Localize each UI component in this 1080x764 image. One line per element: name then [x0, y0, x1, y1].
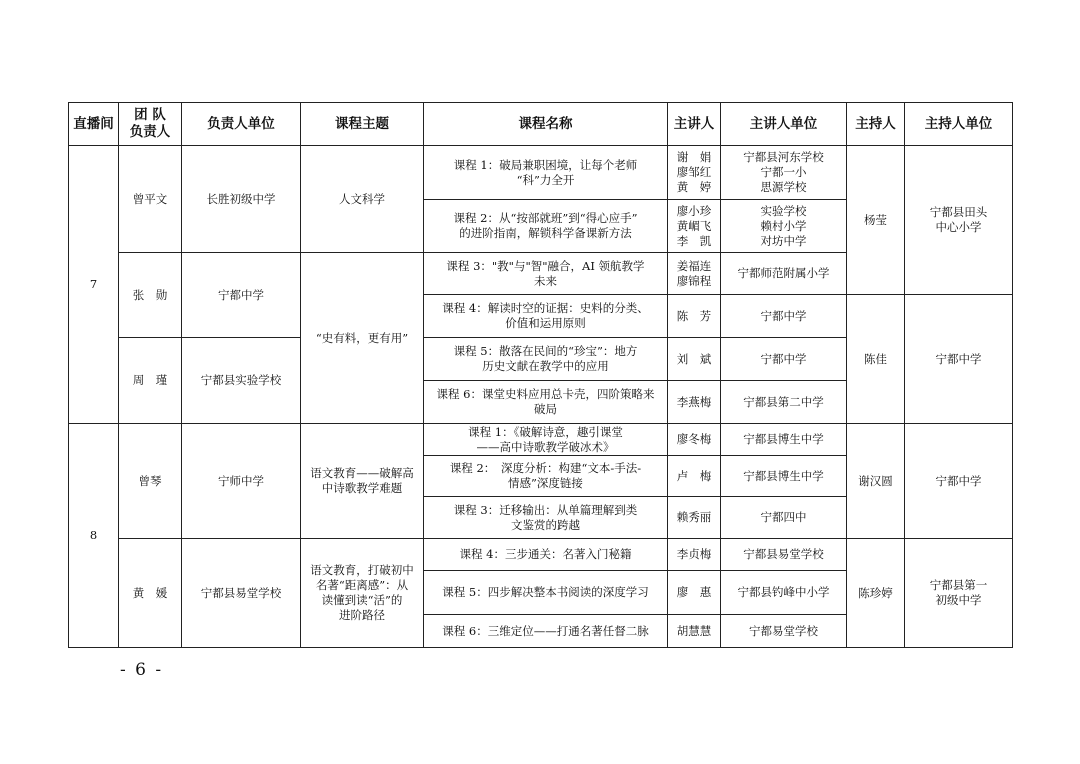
host: 陈佳	[847, 295, 905, 424]
speaker-unit: 宁都易堂学校	[721, 615, 847, 648]
speaker-unit: 宁都师范附属小学	[721, 253, 847, 295]
course-name: 课程 5：四步解决整本书阅读的深度学习	[424, 571, 668, 615]
speaker: 赖秀丽	[668, 497, 721, 539]
header-leader-unit: 负责人单位	[182, 103, 301, 146]
course-theme: “史有料，更有用”	[301, 253, 424, 424]
speaker: 陈 芳	[668, 295, 721, 338]
course-name: 课程 2： 深度分析：构建“文本-手法- 情感”深度链接	[424, 456, 668, 497]
live-room-number: 7	[69, 146, 119, 424]
course-name: 课程 6：课堂史料应用总卡壳，四阶策略来 破局	[424, 381, 668, 424]
host: 谢汉圆	[847, 424, 905, 539]
speaker: 李贞梅	[668, 539, 721, 571]
speaker-unit: 实验学校 赖村小学 对坊中学	[721, 200, 847, 253]
course-name: 课程 3：迁移输出：从单篇理解到类 文鉴赏的跨越	[424, 497, 668, 539]
leader-unit: 宁都县易堂学校	[182, 539, 301, 648]
speaker-unit: 宁都县博生中学	[721, 424, 847, 456]
live-room-number: 8	[69, 424, 119, 648]
header-team-leader: 团 队 负责人	[119, 103, 182, 146]
leader-unit: 宁都中学	[182, 253, 301, 338]
course-theme: 人文科学	[301, 146, 424, 253]
speaker: 廖 惠	[668, 571, 721, 615]
speaker: 姜福连 廖锦程	[668, 253, 721, 295]
host-unit: 宁都县第一 初级中学	[905, 539, 1013, 648]
speaker: 李燕梅	[668, 381, 721, 424]
schedule-table	[68, 102, 1013, 648]
header-host-unit: 主持人单位	[905, 103, 1013, 146]
host-unit: 宁都中学	[905, 424, 1013, 539]
table-row	[69, 146, 1013, 200]
host: 杨莹	[847, 146, 905, 295]
speaker-unit: 宁都县河东学校 宁都一小 思源学校	[721, 146, 847, 200]
header-course-name: 课程名称	[424, 103, 668, 146]
leader-unit: 宁师中学	[182, 424, 301, 539]
course-name: 课程 6：三维定位——打通名著任督二脉	[424, 615, 668, 648]
speaker-unit: 宁都县钓峰中小学	[721, 571, 847, 615]
speaker-unit: 宁都县第二中学	[721, 381, 847, 424]
speaker: 胡慧慧	[668, 615, 721, 648]
page-number: - 6 -	[120, 660, 164, 680]
header-host: 主持人	[847, 103, 905, 146]
speaker-unit: 宁都县博生中学	[721, 456, 847, 497]
speaker-unit: 宁都四中	[721, 497, 847, 539]
header-speaker: 主讲人	[668, 103, 721, 146]
team-leader: 张 勋	[119, 253, 182, 338]
leader-unit: 长胜初级中学	[182, 146, 301, 253]
speaker: 廖冬梅	[668, 424, 721, 456]
speaker-unit: 宁都中学	[721, 338, 847, 381]
course-name: 课程 1：《破解诗意，趣引课堂 ——高中诗歌教学破冰术》	[424, 424, 668, 456]
course-name: 课程 3："教"与"智"融合，AI 领航教学 未来	[424, 253, 668, 295]
host: 陈珍婷	[847, 539, 905, 648]
course-theme: 语文教育——破解高 中诗歌教学难题	[301, 424, 424, 539]
header-live-room: 直播间	[69, 103, 119, 146]
speaker-unit: 宁都中学	[721, 295, 847, 338]
course-name: 课程 4：三步通关：名著入门秘籍	[424, 539, 668, 571]
team-leader: 曾平文	[119, 146, 182, 253]
speaker: 廖小珍 黄嵋飞 李 凯	[668, 200, 721, 253]
table-row	[69, 424, 1013, 456]
team-leader: 周 瑾	[119, 338, 182, 424]
team-leader: 黄 媛	[119, 539, 182, 648]
course-name: 课程 4：解读时空的证据：史料的分类、 价值和运用原则	[424, 295, 668, 338]
header-speaker-unit: 主讲人单位	[721, 103, 847, 146]
speaker: 刘 斌	[668, 338, 721, 381]
course-theme: 语文教育，打破初中 名著“距离感”：从 读懂到读“活”的 进阶路径	[301, 539, 424, 648]
speaker: 卢 梅	[668, 456, 721, 497]
host-unit: 宁都中学	[905, 295, 1013, 424]
header-course-theme: 课程主题	[301, 103, 424, 146]
speaker-unit: 宁都县易堂学校	[721, 539, 847, 571]
speaker: 谢 娟 廖邹红 黄 婷	[668, 146, 721, 200]
team-leader: 曾琴	[119, 424, 182, 539]
course-name: 课程 2：从“按部就班”到“得心应手” 的进阶指南，解锁科学备课新方法	[424, 200, 668, 253]
table-row	[69, 539, 1013, 571]
header-row	[69, 103, 1013, 146]
leader-unit: 宁都县实验学校	[182, 338, 301, 424]
course-name: 课程 1：破局兼职困境，让每个老师 “科”力全开	[424, 146, 668, 200]
course-name: 课程 5：散落在民间的“珍宝”：地方 历史文献在教学中的应用	[424, 338, 668, 381]
host-unit: 宁都县田头 中心小学	[905, 146, 1013, 295]
